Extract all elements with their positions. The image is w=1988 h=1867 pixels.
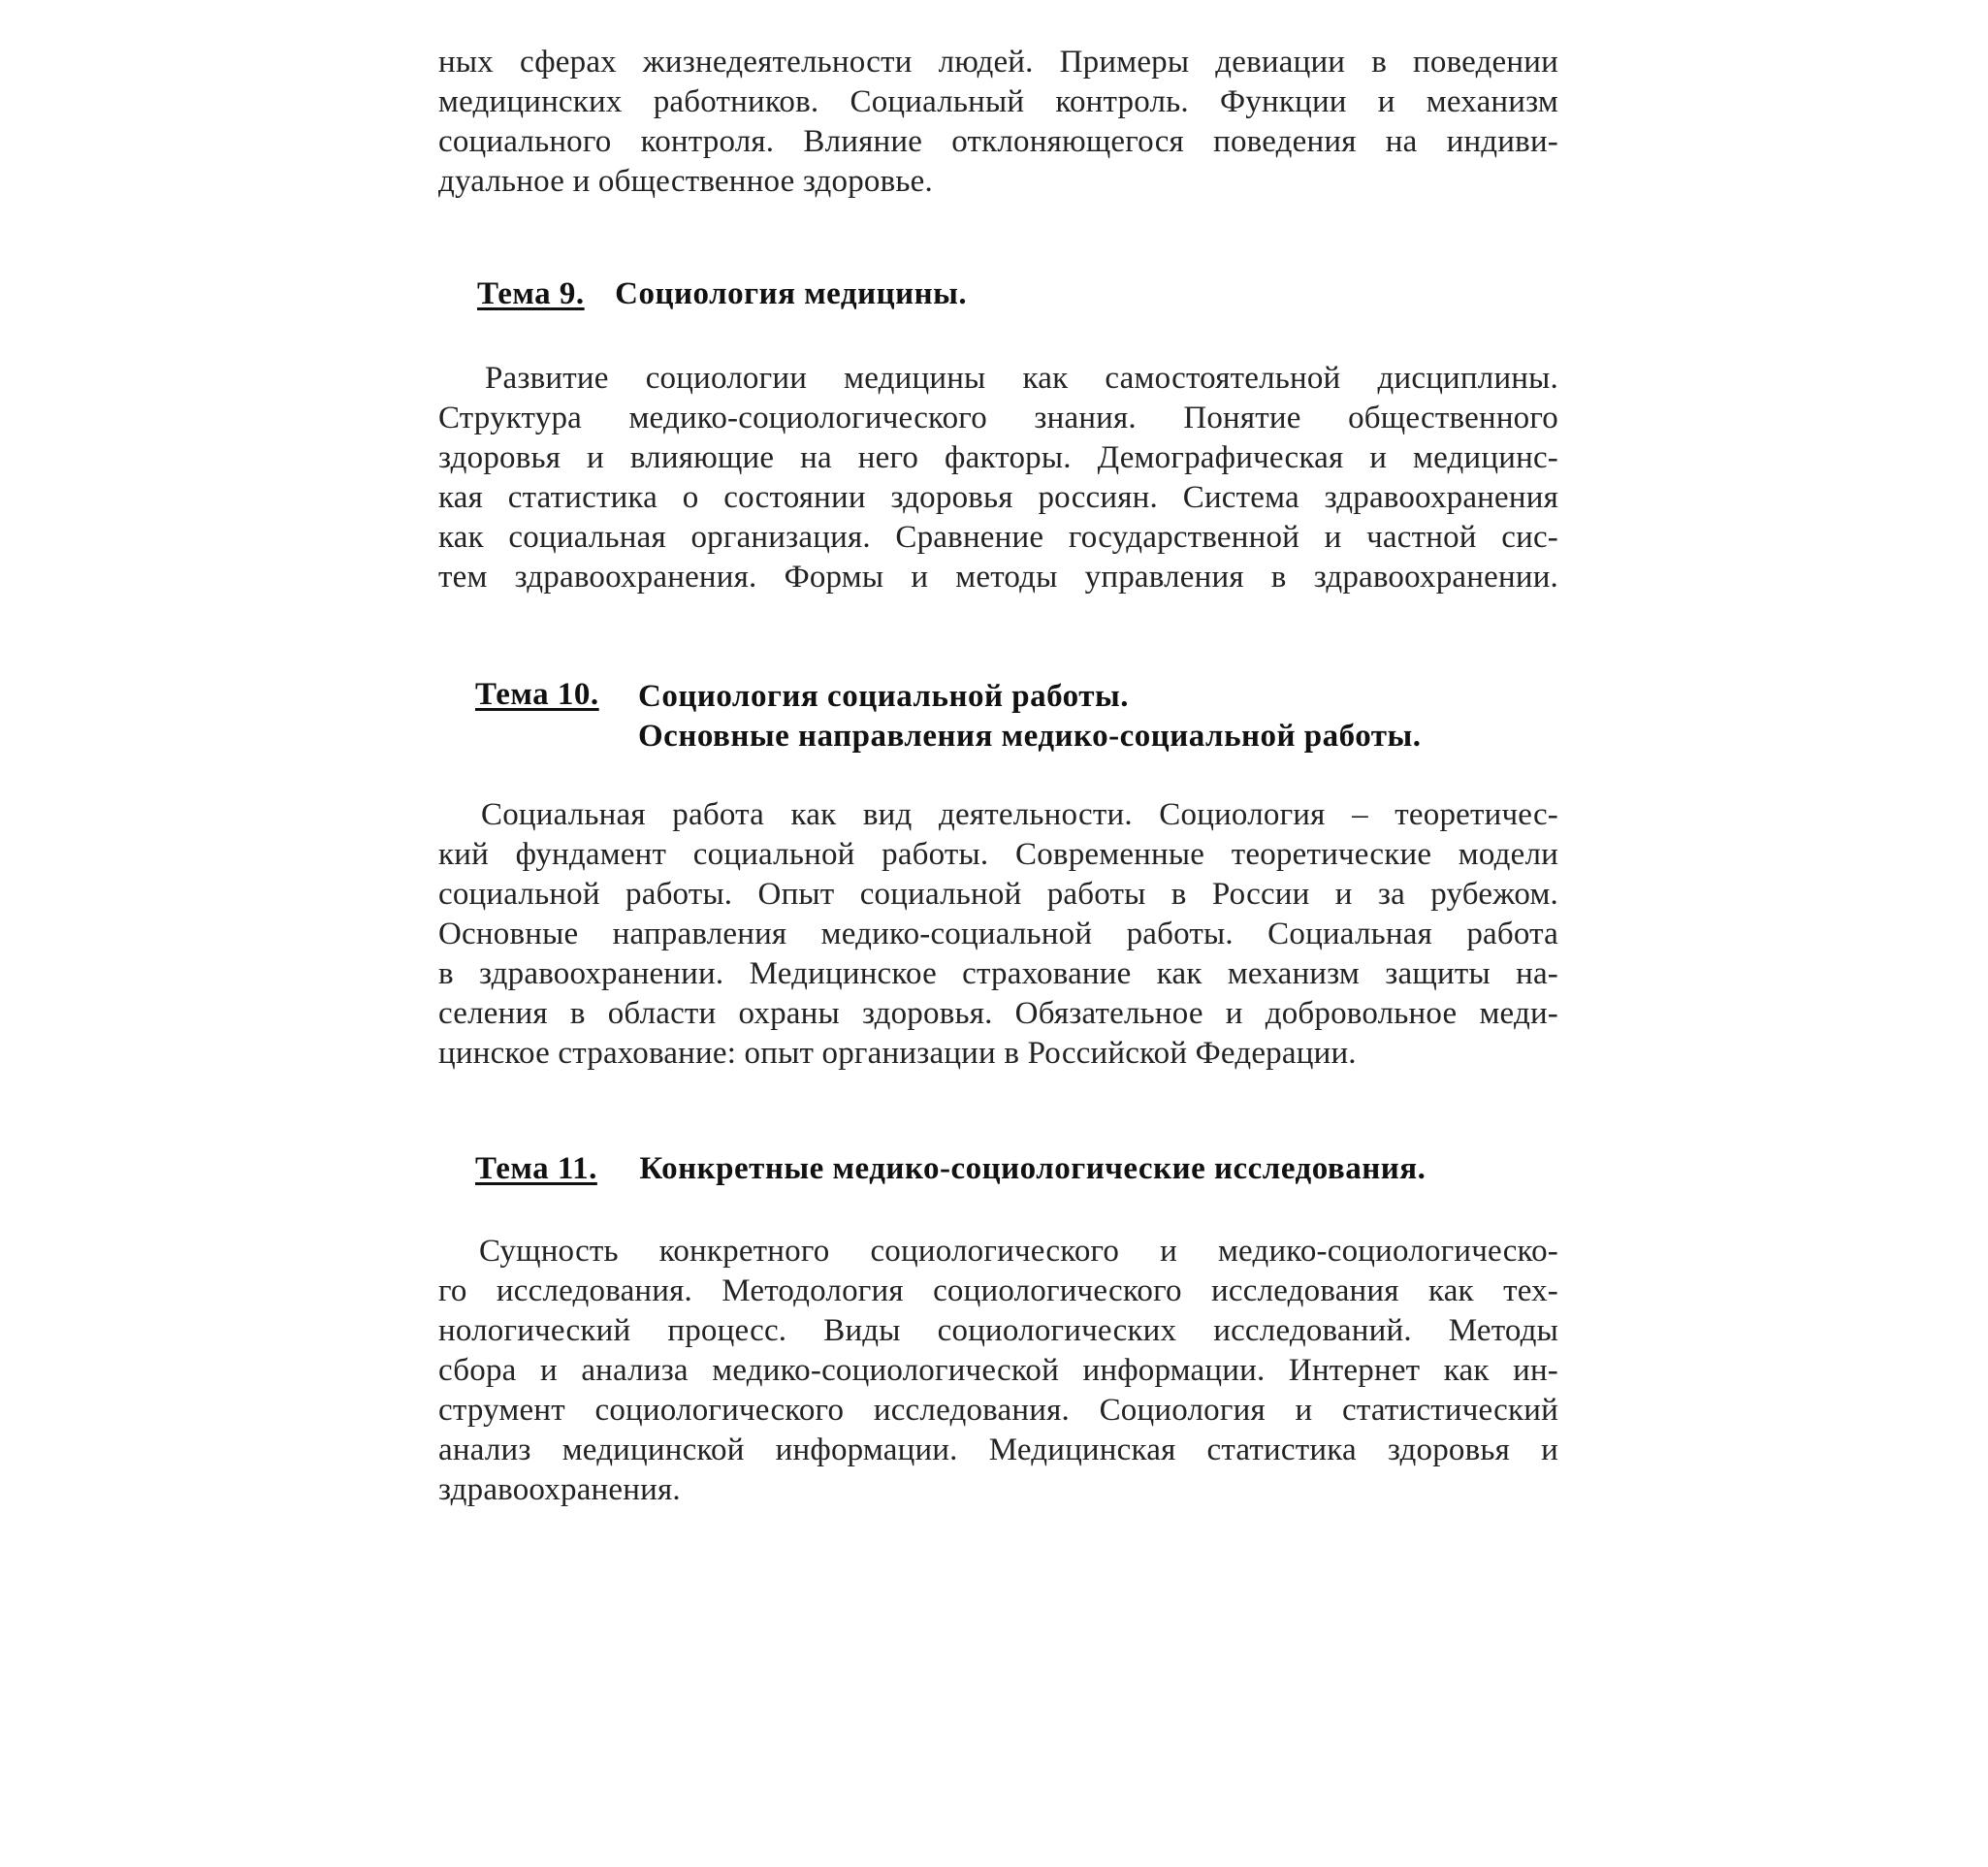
topic-9-heading xyxy=(477,276,967,312)
intro-paragraph xyxy=(438,43,1558,202)
topic-title: Социология медицины. xyxy=(615,276,968,311)
topic-number: Тема 10. xyxy=(475,677,599,712)
paragraph-line: дуальное и общественное здоровье. xyxy=(438,164,933,199)
paragraph-line: социального контроля. Влияние отклоняющегося поведения на индиви- xyxy=(438,124,1558,159)
paragraph-line: Социальная работа как вид деятельности. Социология – теоретичес- xyxy=(481,797,1558,832)
topic-number: Тема 9. xyxy=(477,276,585,311)
paragraph-line: Сущность конкретного социологического и медико-социологическо- xyxy=(479,1234,1558,1269)
paragraph-line: нологический процесс. Виды социологических исследований. Методы xyxy=(438,1313,1558,1348)
paragraph-line: медицинских работников. Социальный контроль. Функции и механизм xyxy=(438,84,1558,119)
topic-11-heading xyxy=(475,1151,1426,1187)
paragraph-line: кая статистика о состоянии здоровья россиян. Система здравоохранения xyxy=(438,480,1558,515)
paragraph-line: Развитие социологии медицины как самостоятельной дисциплины. xyxy=(485,361,1558,396)
paragraph-line: сбора и анализа медико-социологической информации. Интернет как ин- xyxy=(438,1353,1558,1388)
paragraph-line: кий фундамент социальной работы. Современные теоретические модели xyxy=(438,837,1558,872)
paragraph-line: Основные направления медико-социальной работы. Социальная работа xyxy=(438,917,1558,951)
paragraph-line: анализ медицинской информации. Медицинская статистика здоровья и xyxy=(438,1432,1558,1467)
paragraph-line: как социальная организация. Сравнение государственной и частной сис- xyxy=(438,520,1558,555)
topic-title: Конкретные медико-социологические исследования. xyxy=(639,1151,1427,1186)
paragraph-line: го исследования. Методология социологического исследования как тех- xyxy=(438,1273,1558,1308)
paragraph-line: Структура медико-социологического знания. Понятие общественного xyxy=(438,401,1558,435)
paragraph-line: здравоохранения. xyxy=(438,1472,681,1507)
topic-10-body xyxy=(438,795,1558,1074)
topic-11-body xyxy=(438,1232,1558,1510)
paragraph-line: социальной работы. Опыт социальной работы в России и за рубежом. xyxy=(438,877,1558,912)
paragraph-line: тем здравоохранения. Формы и методы управления в здравоохранении. xyxy=(438,560,1558,595)
topic-10-number xyxy=(475,677,599,713)
topic-number: Тема 11. xyxy=(475,1151,597,1186)
paragraph-line: струмент социологического исследования. Социология и статистический xyxy=(438,1393,1558,1428)
topic-9-body xyxy=(438,359,1558,597)
topic-10-title xyxy=(638,677,1422,756)
paragraph-line: в здравоохранении. Медицинское страхование как механизм защиты на- xyxy=(438,956,1558,991)
paragraph-line: ных сферах жизнедеятельности людей. Примеры девиации в поведении xyxy=(438,45,1558,80)
paragraph-line: цинское страхование: опыт организации в Российской Федерации. xyxy=(438,1036,1357,1071)
topic-title-line: Социология социальной работы. xyxy=(638,679,1129,714)
topic-title-line: Основные направления медико-социальной работы. xyxy=(638,719,1422,754)
paragraph-line: здоровья и влияющие на него факторы. Демографическая и медицинс- xyxy=(438,440,1558,475)
paragraph-line: селения в области охраны здоровья. Обязательное и добровольное меди- xyxy=(438,996,1558,1031)
